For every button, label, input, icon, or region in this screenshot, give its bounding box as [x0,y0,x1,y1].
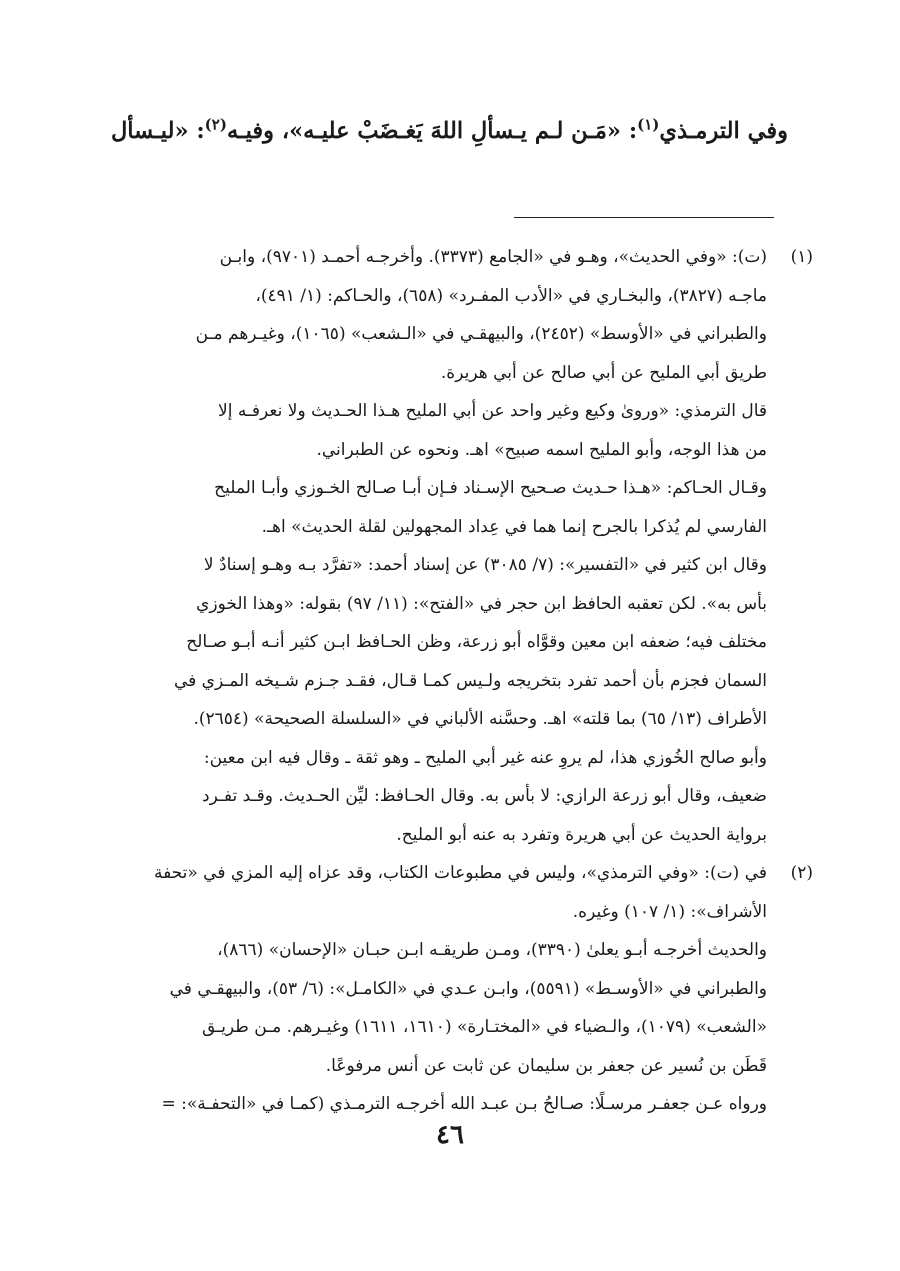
footnote-text: طريق أبي المليح عن أبي صالح عن أبي هريرة. [440,362,767,383]
footnote-text: قال الترمذي: «وروىٰ وكيع وغير واحد عن أبي المليح هـذا الحـديث ولا نعرفـه إلا [218,401,767,421]
footnote-text: ماجـه (٣٨٢٧)، والبخـاري في «الأدب المفـرد» (٦٥٨)، والحـاكم: (١/ ٤٩١)، [255,285,767,306]
footnote-text: (ت): «وفي الحديث»، وهـو في «الجامع (٣٣٧٣). وأخرجـه أحمـد (٩٧٠١)، وابـن [219,247,767,267]
main-text-mid: ، وفيـه [226,118,290,144]
footnote-text: وقـال الحـاكم: «هـذا حـديث صـحيح الإسـناد فـإن أبـا صـالح الخـوزي وأبـا المليح [214,478,767,498]
footnote-line [113,238,813,277]
footnote-line [113,854,813,893]
hadith-quote-1: «مَـن لـم يـسألِ اللهَ يَغـضَبْ عليـه» [289,118,621,144]
main-text-colon: : [620,118,638,144]
footnote-text: من هذا الوجه، وأبو المليح اسمه صبيح» اهـ. ونحوه عن الطبراني. [316,439,767,460]
footnote-line [113,508,813,547]
footnote-text: برواية الحديث عن أبي هريرة وتفرد به عنه أبو المليح. [396,824,767,845]
footnote-text: الفارسي لم يُذكرا بالجرح إنما هما في عِداد المجهولين لقلة الحديث» اهـ. [261,516,767,537]
footnote-line [113,893,813,932]
footnote-line [113,392,813,431]
footnote-line [113,700,813,739]
footnote-separator [514,217,774,218]
footnote-text: ضعيف، وقال أبو زرعة الرازي: لا بأس به. وقال الحـافظ: ليِّن الحـديث. وقـد تفـرد [202,786,767,806]
footnote-text: وأبو صالح الخُوزي هذا، لم يروِ عنه غير أبي المليح ـ وهو ثقة ـ وقال فيه ابن معين: [203,747,767,768]
footnote-text: الأطراف (١٣/ ٦٥) بما قلته» اهـ. وحسَّنه الألباني في «السلسلة الصحيحة» (٢٦٥٤). [193,709,767,729]
footnote-line [113,1047,813,1086]
footnote-line [113,623,813,662]
footnote-line [113,970,813,1009]
footnotes [113,238,813,1124]
footnote-text: «الشعب» (١٠٧٩)، والـضياء في «المختـارة» (١٦١٠، ١٦١١) وغيـرهم. مـن طريـق [202,1017,767,1037]
page-number: ٤٦ [436,1120,464,1150]
footnote-line [113,546,813,585]
footnote-line [113,739,813,778]
footnote-text: بأس به». لكن تعقبه الحافظ ابن حجر في «الفتح»: (١١/ ٩٧) بقوله: «وهذا الخوزي [196,593,767,614]
footnote-line [113,277,813,316]
footnote-text: قَطَن بن نُسير عن جعفر بن سليمان عن ثابت عن أنس مرفوعًا. [325,1055,767,1076]
footnote-text: في (ت): «وفي الترمذي»، وليس في مطبوعات الكتاب، وقد عزاه إليه المزي في «تحفة [153,863,767,883]
footnote-line [113,1085,813,1124]
footnote-line [113,662,813,701]
footnote-line [113,354,813,393]
footnote-text: وقال ابن كثير في «التفسير»: (٧/ ٣٠٨٥) عن إسناد أحمد: «تفرَّد بـه وهـو إسنادٌ لا [203,555,767,575]
main-text-colon: : [188,118,205,144]
footnote-text: ورواه عـن جعفـر مرسـلًا: صـالحُ بـن عبـد الله أخرجـه الترمـذي (كمـا في «التحفـة»: = [161,1094,767,1114]
footnote-line [113,816,813,855]
footnote-number: (٢) [790,863,813,883]
footnote-ref-1[interactable]: (١) [637,115,660,134]
footnote-line [113,931,813,970]
footnote-ref-2[interactable]: (٢) [204,115,227,134]
footnote-line [113,315,813,354]
footnote-line [113,469,813,508]
footnote-text: مختلف فيه؛ ضعفه ابن معين وقوَّاه أبو زرعة، وظن الحـافظ ابـن كثير أنـه أبـو صـالح [186,632,767,652]
main-text-prefix: وفي الترمـذي [659,118,788,144]
footnote-line [113,431,813,470]
footnote-text: والحديث أخرجـه أبـو يعلىٰ (٣٣٩٠)، ومـن طريقـه ابـن حبـان «الإحسان» (٨٦٦)، [217,940,767,960]
footnote-line [113,1008,813,1047]
main-text-line [108,103,788,159]
footnote-text: والطبراني في «الأوسط» (٢٤٥٢)، والبيهقـي في «الـشعب» (١٠٦٥)، وغيـرهم مـن [195,324,767,344]
footnote-line [113,777,813,816]
footnote-text: الأشراف»: (١/ ١٠٧) وغيره. [572,901,767,922]
footnote-number: (١) [790,247,813,267]
footnote-text: والطبراني في «الأوسـط» (٥٥٩١)، وابـن عـدي في «الكامـل»: (٦/ ٥٣)، والبيهقـي في [169,978,767,999]
footnote-text: السمان فجزم بأن أحمد تفرد بتخريجه ولـيس كمـا قـال، فقـد جـزم شـيخه المـزي في [173,670,767,691]
footnote-line [113,585,813,624]
hadith-quote-2: «ليـسأل [110,118,189,144]
